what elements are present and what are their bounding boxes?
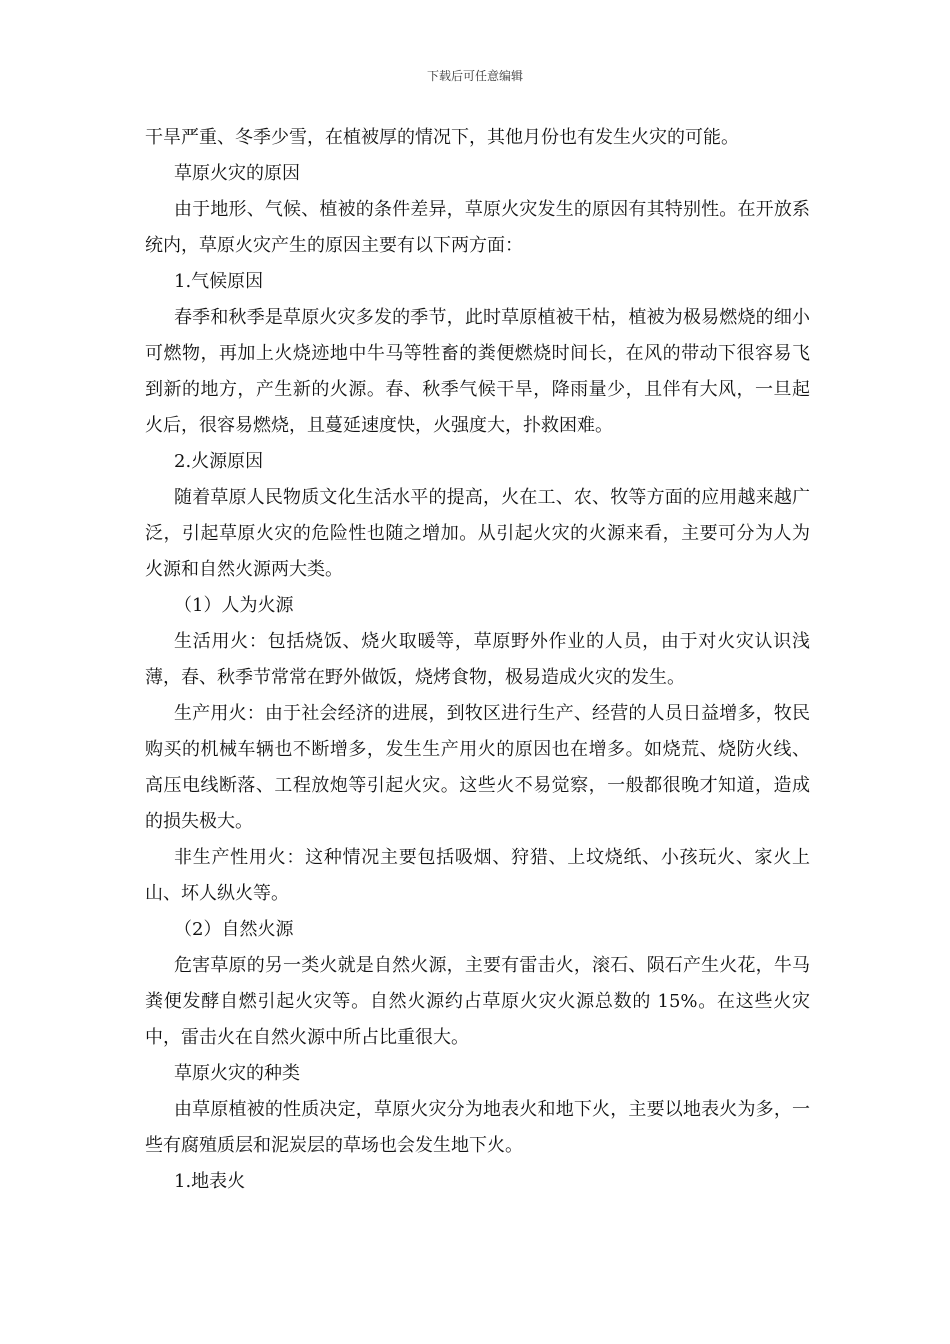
paragraph: 由于地形、气候、植被的条件差异，草原火灾发生的原因有其特别性。在开放系统内，草原火灾产生的原因主要有以下两方面： [145, 199, 810, 256]
paragraph: 非生产性用火：这种情况主要包括吸烟、狩猎、上坟烧纸、小孩玩火、家火上山、坏人纵火等。 [145, 847, 810, 904]
paragraph: 生产用火：由于社会经济的进展，到牧区进行生产、经营的人员日益增多，牧民购买的机械车辆也不断增多，发生生产用火的原因也在增多。如烧荒、烧防火线、高压电线断落、工程放炮等引起火灾。这些火不易觉察，一般都很晚才知道，造成的损失极大。 [145, 703, 810, 832]
paragraph: 春季和秋季是草原火灾多发的季节，此时草原植被干枯，植被为极易燃烧的细小可燃物，再加上火烧迹地中牛马等牲畜的粪便燃烧时间长，在风的带动下很容易飞到新的地方，产生新的火源。春、秋季气候干旱，降雨量少，且伴有大风，一旦起火后，很容易燃烧，且蔓延速度快，火强度大，扑救困难。 [145, 307, 810, 436]
paragraph: 由草原植被的性质决定，草原火灾分为地表火和地下火，主要以地表火为多，一些有腐殖质层和泥炭层的草场也会发生地下火。 [145, 1099, 810, 1156]
subsection-heading: 1.气候原因 [174, 271, 264, 292]
paragraph: 随着草原人民物质文化生活水平的提高，火在工、农、牧等方面的应用越来越广泛，引起草原火灾的危险性也随之增加。从引起火灾的火源来看，主要可分为人为火源和自然火源两大类。 [145, 487, 810, 580]
page-header-watermark: 下载后可任意编辑 [426, 69, 523, 83]
subsection-heading: （2）自然火源 [174, 919, 294, 940]
subsection-heading: 2.火源原因 [174, 451, 264, 472]
paragraph: 干旱严重、冬季少雪，在植被厚的情况下，其他月份也有发生火灾的可能。 [145, 127, 739, 148]
section-heading: 草原火灾的原因 [174, 163, 300, 184]
section-heading: 草原火灾的种类 [174, 1063, 300, 1084]
paragraph: 生活用火：包括烧饭、烧火取暖等，草原野外作业的人员，由于对火灾认识浅薄，春、秋季节常常在野外做饭，烧烤食物，极易造成火灾的发生。 [145, 631, 810, 688]
document-body [145, 120, 810, 1200]
subsection-heading: 1.地表火 [174, 1171, 246, 1192]
paragraph: 危害草原的另一类火就是自然火源，主要有雷击火，滚石、陨石产生火花，牛马粪便发酵自燃引起火灾等。自然火源约占草原火灾火源总数的 15%。在这些火灾中，雷击火在自然火源中所占比重很大。 [145, 955, 810, 1048]
subsection-heading: （1）人为火源 [174, 595, 294, 616]
